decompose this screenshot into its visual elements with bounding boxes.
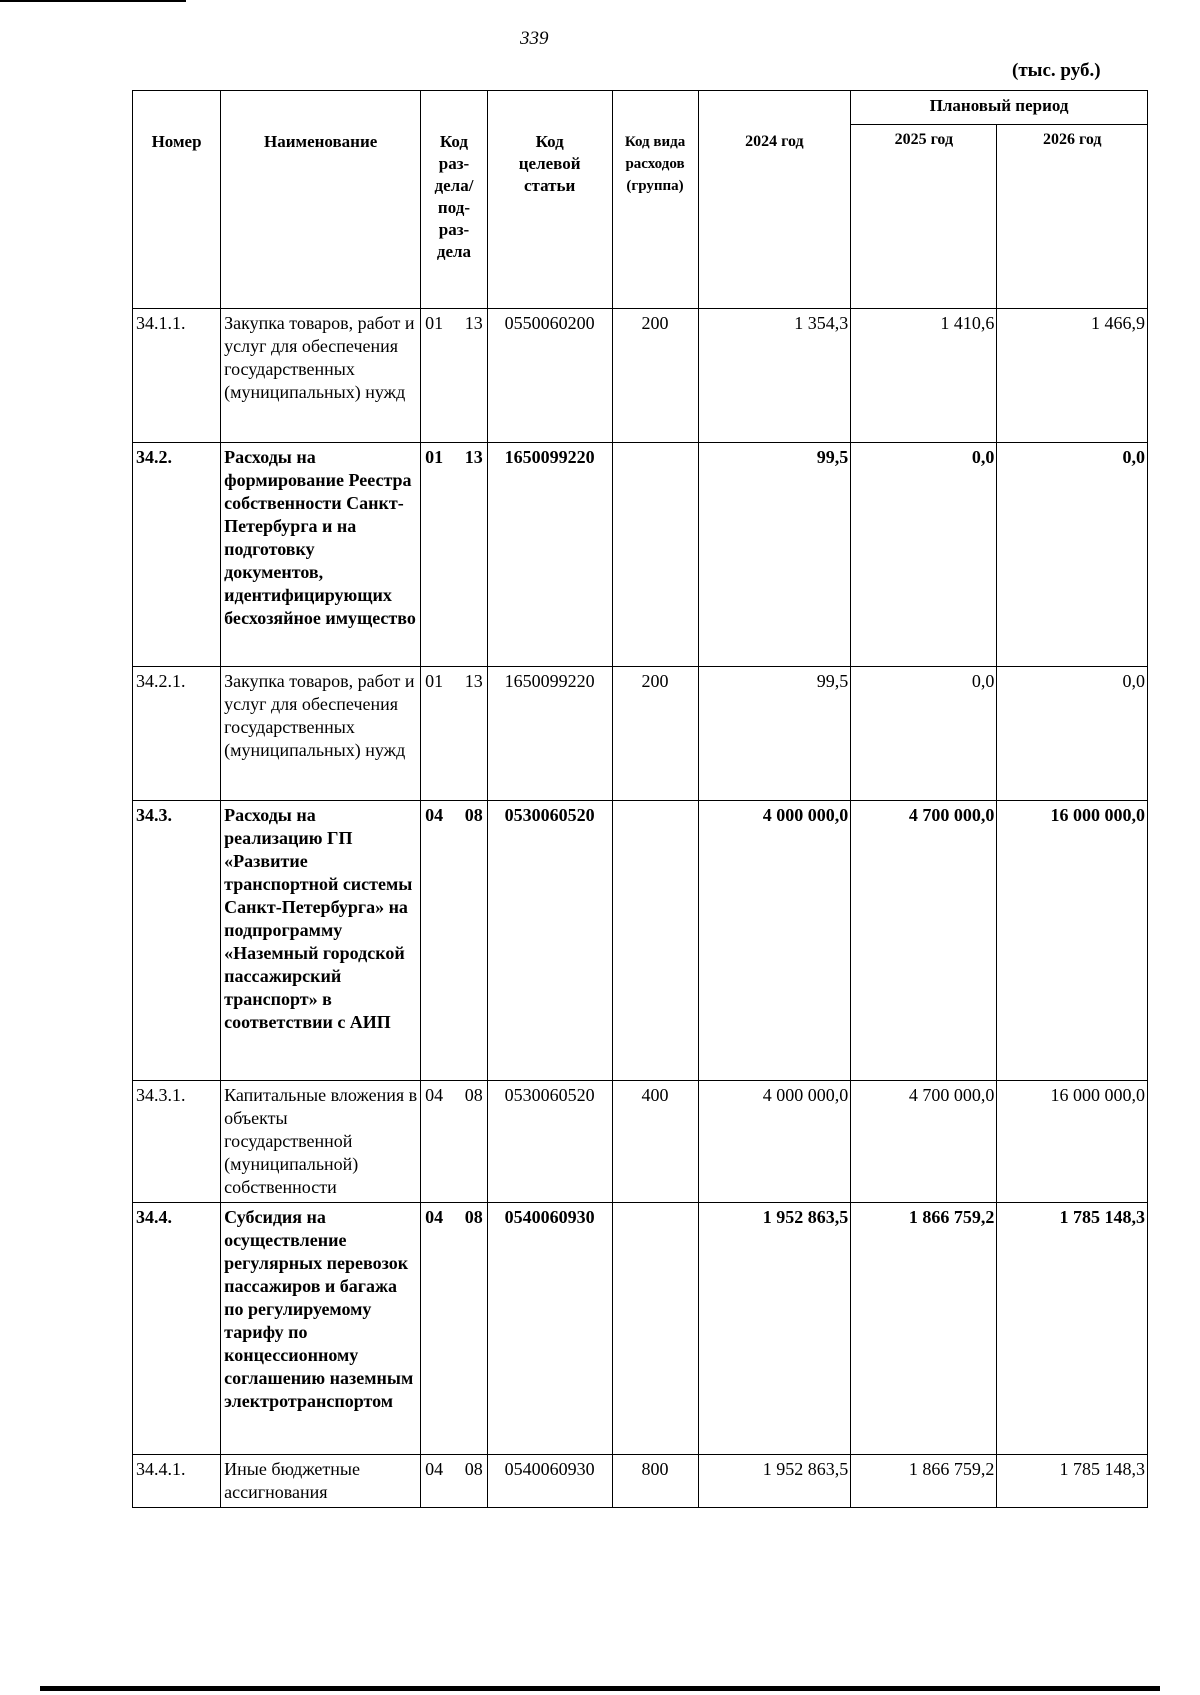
row-2024: 99,5 <box>698 443 851 667</box>
row-name: Иные бюджетные ассигнования <box>221 1455 421 1508</box>
section: 01 <box>425 447 444 467</box>
subsection: 13 <box>464 447 483 467</box>
subsection: 08 <box>464 1085 483 1105</box>
row-name: Закупка товаров, работ и услуг для обеспечения государственных (муниципальных) нужд <box>221 667 421 801</box>
section: 04 <box>425 1207 444 1227</box>
row-expense-type: 800 <box>612 1455 698 1508</box>
budget-table <box>132 90 1148 1508</box>
row-target-code: 1650099220 <box>487 667 612 801</box>
header-2025: 2025 год <box>851 125 997 309</box>
row-section-code <box>421 1203 488 1455</box>
row-name: Расходы на формирование Реестра собственности Санкт-Петербурга и на подготовку документов, идентифицирующих бесхозяйное имущество <box>221 443 421 667</box>
subsection: 08 <box>464 1459 483 1479</box>
row-2026: 1 785 148,3 <box>997 1455 1148 1508</box>
row-2024: 1 354,3 <box>698 309 851 443</box>
row-2025: 1 866 759,2 <box>851 1455 997 1508</box>
section: 01 <box>425 313 444 333</box>
row-number: 34.2.1. <box>133 667 221 801</box>
bottom-rule <box>40 1686 1160 1691</box>
row-target-code: 0530060520 <box>487 801 612 1081</box>
top-rule <box>0 0 186 2</box>
subsection: 13 <box>464 313 483 333</box>
row-name: Капитальные вложения в объекты государственной (муниципальной) собственности <box>221 1081 421 1203</box>
row-2025: 1 866 759,2 <box>851 1203 997 1455</box>
row-2024: 4 000 000,0 <box>698 1081 851 1203</box>
table-row <box>133 1203 1148 1455</box>
row-2026: 1 785 148,3 <box>997 1203 1148 1455</box>
row-expense-type <box>612 801 698 1081</box>
row-expense-type: 400 <box>612 1081 698 1203</box>
subsection: 13 <box>464 671 483 691</box>
row-number: 34.2. <box>133 443 221 667</box>
row-2025: 4 700 000,0 <box>851 1081 997 1203</box>
row-number: 34.1.1. <box>133 309 221 443</box>
row-target-code: 1650099220 <box>487 443 612 667</box>
table-row <box>133 1081 1148 1203</box>
table-row <box>133 309 1148 443</box>
table-body <box>133 309 1148 1508</box>
header-number: Номер <box>133 91 221 309</box>
row-number: 34.3. <box>133 801 221 1081</box>
table-row <box>133 667 1148 801</box>
row-number: 34.3.1. <box>133 1081 221 1203</box>
section: 01 <box>425 671 444 691</box>
row-section-code <box>421 801 488 1081</box>
row-name: Закупка товаров, работ и услуг для обеспечения государственных (муниципальных) нужд <box>221 309 421 443</box>
row-target-code: 0540060930 <box>487 1455 612 1508</box>
row-2026: 0,0 <box>997 443 1148 667</box>
row-2024: 1 952 863,5 <box>698 1203 851 1455</box>
header-2026: 2026 год <box>997 125 1148 309</box>
row-expense-type <box>612 443 698 667</box>
row-section-code <box>421 1081 488 1203</box>
row-section-code <box>421 309 488 443</box>
subsection: 08 <box>464 805 483 825</box>
row-2024: 4 000 000,0 <box>698 801 851 1081</box>
table-row <box>133 1455 1148 1508</box>
row-2024: 1 952 863,5 <box>698 1455 851 1508</box>
row-2026: 16 000 000,0 <box>997 1081 1148 1203</box>
section: 04 <box>425 805 444 825</box>
row-2026: 16 000 000,0 <box>997 801 1148 1081</box>
header-target-code: Код целевой статьи <box>487 91 612 309</box>
row-name: Субсидия на осуществление регулярных перевозок пассажиров и багажа по регулируемому тарифу по концессионному соглашению наземным электротранспортом <box>221 1203 421 1455</box>
row-section-code <box>421 667 488 801</box>
header-name: Наименование <box>221 91 421 309</box>
row-expense-type <box>612 1203 698 1455</box>
section: 04 <box>425 1459 444 1479</box>
row-expense-type: 200 <box>612 309 698 443</box>
row-target-code: 0540060930 <box>487 1203 612 1455</box>
subsection: 08 <box>464 1207 483 1227</box>
row-name: Расходы на реализацию ГП «Развитие транспортной системы Санкт-Петербурга» на подпрограмму «Наземный городской пассажирский транспорт» в соответствии с АИП <box>221 801 421 1081</box>
row-section-code <box>421 1455 488 1508</box>
header-planning-period: Плановый период <box>851 91 1148 125</box>
row-2025: 0,0 <box>851 443 997 667</box>
row-2025: 4 700 000,0 <box>851 801 997 1081</box>
row-number: 34.4.1. <box>133 1455 221 1508</box>
header-expense-type: Код вида расходов (группа) <box>612 91 698 309</box>
header-2024: 2024 год <box>698 91 851 309</box>
row-expense-type: 200 <box>612 667 698 801</box>
row-number: 34.4. <box>133 1203 221 1455</box>
row-2024: 99,5 <box>698 667 851 801</box>
section: 04 <box>425 1085 444 1105</box>
row-section-code <box>421 443 488 667</box>
row-2025: 1 410,6 <box>851 309 997 443</box>
row-2026: 0,0 <box>997 667 1148 801</box>
page-number: 339 <box>520 28 549 49</box>
row-2026: 1 466,9 <box>997 309 1148 443</box>
row-2025: 0,0 <box>851 667 997 801</box>
row-target-code: 0530060520 <box>487 1081 612 1203</box>
row-target-code: 0550060200 <box>487 309 612 443</box>
header-section-code: Код раз- дела/ под- раз- дела <box>421 91 488 309</box>
units-label: (тыс. руб.) <box>1012 60 1101 81</box>
table-row <box>133 443 1148 667</box>
table-row <box>133 801 1148 1081</box>
